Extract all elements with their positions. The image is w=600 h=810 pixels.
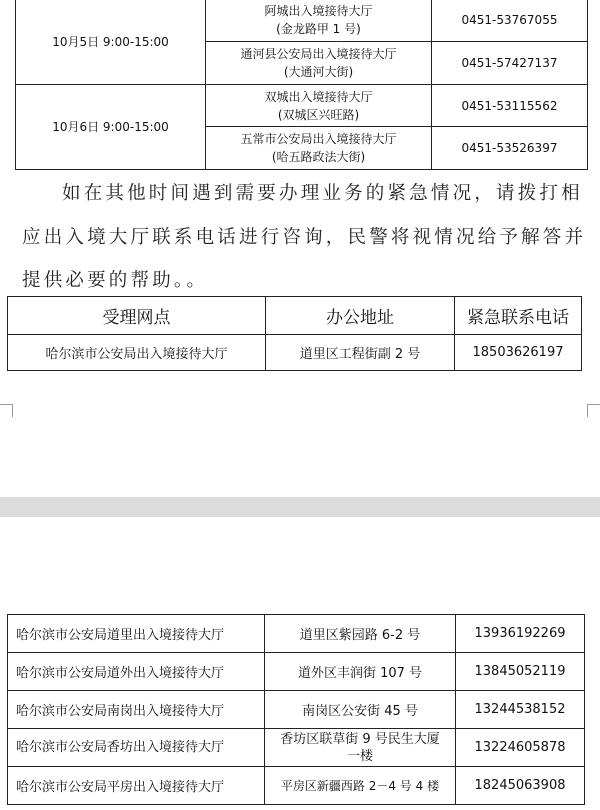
office-name: 五常市公安局出入境接待大厅 bbox=[240, 132, 397, 146]
page-break bbox=[0, 497, 600, 517]
office-phone: 0451-53115562 bbox=[432, 85, 588, 127]
header-office: 受理网点 bbox=[8, 297, 266, 335]
table-row bbox=[8, 729, 585, 767]
office-name: 哈尔滨市公安局道里出入境接待大厅 bbox=[8, 615, 265, 653]
table-row bbox=[8, 691, 585, 729]
header-phone: 紧急联系电话 bbox=[455, 297, 582, 335]
table-row bbox=[8, 335, 582, 371]
office-address: (哈五路政法大街) bbox=[271, 150, 366, 164]
table-row bbox=[16, 85, 588, 127]
office-cell bbox=[206, 0, 432, 42]
office-cell bbox=[206, 85, 432, 127]
office-address: 香坊区联草街 9 号民生大厦一楼 bbox=[265, 729, 456, 767]
office-name: 双城出入境接待大厅 bbox=[264, 89, 373, 104]
office-address: 道外区丰润街 107 号 bbox=[265, 653, 456, 691]
office-phone: 13845052119 bbox=[456, 653, 585, 691]
emergency-table bbox=[7, 296, 582, 371]
office-list-table bbox=[7, 614, 585, 805]
office-phone: 0451-57427137 bbox=[432, 42, 588, 85]
office-address: 道里区工程街副 2 号 bbox=[266, 335, 455, 371]
schedule-date: 10月6日 9:00-15:00 bbox=[16, 85, 206, 170]
table-row bbox=[8, 767, 585, 805]
office-name: 哈尔滨市公安局南岗出入境接待大厅 bbox=[8, 691, 265, 729]
office-phone: 18245063908 bbox=[456, 767, 585, 805]
office-name: 哈尔滨市公安局道外出入境接待大厅 bbox=[8, 653, 265, 691]
office-address: 南岗区公安街 45 号 bbox=[265, 691, 456, 729]
office-address: 道里区紫园路 6-2 号 bbox=[265, 615, 456, 653]
schedule-table bbox=[15, 0, 588, 170]
office-address: 平房区新疆西路 2－4 号 4 楼 bbox=[265, 767, 456, 805]
office-phone: 18503626197 bbox=[455, 335, 582, 371]
office-phone: 13936192269 bbox=[456, 615, 585, 653]
notice-paragraph: 如在其他时间遇到需要办理业务的紧急情况，请拨打相应出入境大厅联系电话进行咨询，民警将视情况给予解答并提供必要的帮助。。 bbox=[22, 183, 587, 291]
office-address: (双城区兴旺路) bbox=[277, 107, 360, 122]
office-phone: 13224605878 bbox=[456, 729, 585, 767]
office-name: 阿城出入境接待大厅 bbox=[264, 4, 373, 18]
table-row bbox=[8, 653, 585, 691]
table-header-row bbox=[8, 297, 582, 335]
table-row bbox=[16, 0, 588, 42]
office-phone: 0451-53767055 bbox=[432, 0, 588, 42]
office-phone: 13244538152 bbox=[456, 691, 585, 729]
header-address: 办公地址 bbox=[266, 297, 455, 335]
office-address: (大通河大街) bbox=[283, 65, 354, 79]
office-name: 哈尔滨市公安局香坊出入境接待大厅 bbox=[8, 729, 265, 767]
office-address: (金龙路甲 1 号) bbox=[276, 22, 361, 36]
table-row bbox=[8, 615, 585, 653]
office-phone: 0451-53526397 bbox=[432, 127, 588, 170]
office-name: 哈尔滨市公安局出入境接待大厅 bbox=[8, 335, 266, 371]
office-cell bbox=[206, 42, 432, 85]
office-name: 通河县公安局出入境接待大厅 bbox=[240, 47, 397, 61]
page-corner-mark bbox=[587, 404, 600, 417]
schedule-date: 10月5日 9:00-15:00 bbox=[16, 0, 206, 85]
office-cell bbox=[206, 127, 432, 170]
page-corner-mark bbox=[0, 404, 13, 417]
office-name: 哈尔滨市公安局平房出入境接待大厅 bbox=[8, 767, 265, 805]
